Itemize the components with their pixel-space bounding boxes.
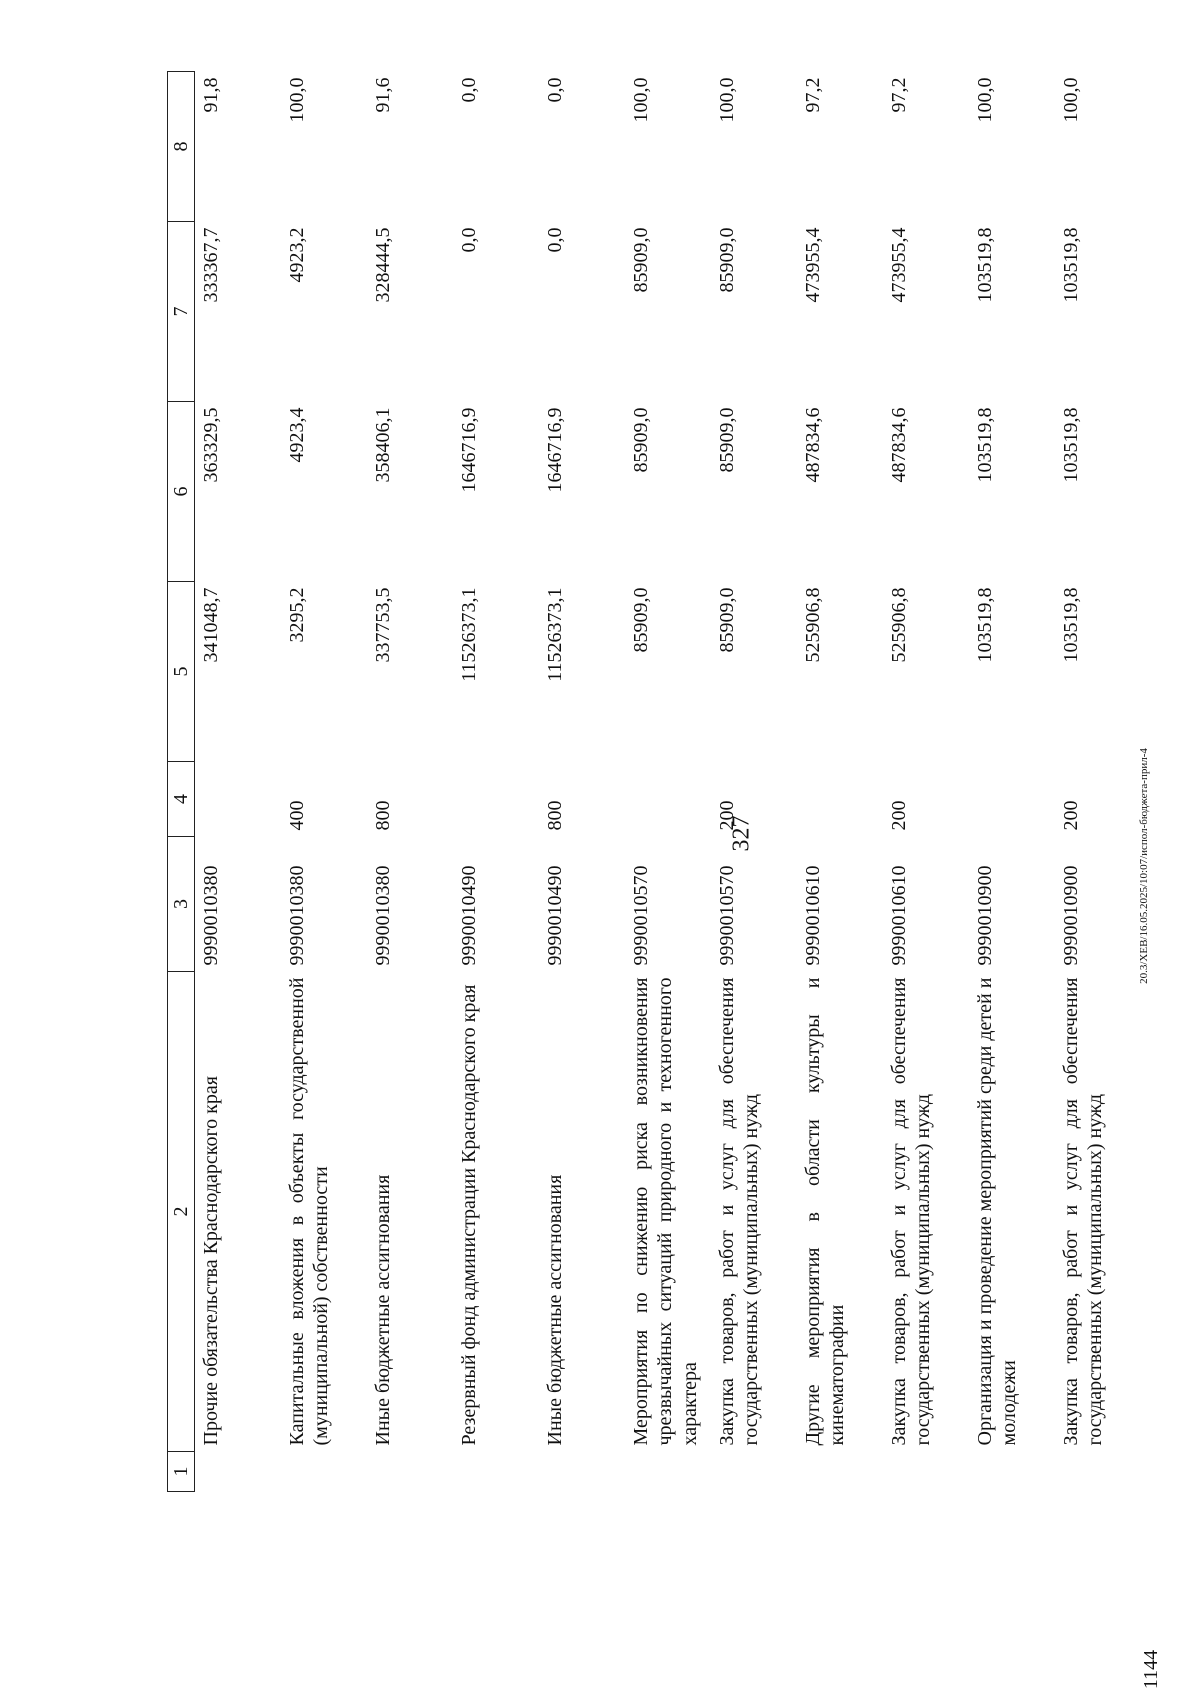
row-value-7: 328444,5 xyxy=(372,227,394,303)
budget-table-rotated xyxy=(167,72,1107,1492)
table-row xyxy=(1055,72,1141,1492)
page-number: 327 xyxy=(728,815,755,852)
row-value-7: 473955,4 xyxy=(888,227,910,303)
row-code: 9990010380 xyxy=(372,865,394,966)
row-cell-empty xyxy=(625,1452,711,1492)
row-kvr: 400 xyxy=(286,800,308,831)
row-kvr xyxy=(453,762,539,837)
row-value-8: 0,0 xyxy=(544,77,566,103)
row-value-8: 100,0 xyxy=(716,77,738,123)
row-value-6: 487834,6 xyxy=(888,407,910,483)
row-value-5: 11526373,1 xyxy=(544,587,566,682)
row-value-6: 363329,5 xyxy=(200,407,222,483)
row-kvr: 200 xyxy=(888,800,910,831)
header-cell: 5 xyxy=(168,582,195,762)
row-kvr xyxy=(969,762,1055,837)
row-value-5: 11526373,1 xyxy=(458,587,480,682)
row-value-7: 333367,7 xyxy=(200,227,222,303)
row-kvr xyxy=(797,762,883,837)
row-name: Закупка товаров, работ и услуг для обеспечения государственных (муниципальных) нужд xyxy=(716,977,763,1446)
row-value-6: 85909,0 xyxy=(630,407,652,473)
header-cell: 8 xyxy=(168,72,195,222)
row-value-7: 0,0 xyxy=(544,227,566,253)
row-value-7: 85909,0 xyxy=(716,227,738,293)
row-value-7: 85909,0 xyxy=(630,227,652,293)
row-kvr: 200 xyxy=(716,800,738,831)
row-value-8: 100,0 xyxy=(1060,77,1082,123)
row-code: 9990010380 xyxy=(200,865,222,966)
table-row xyxy=(195,72,282,1492)
row-value-5: 337753,5 xyxy=(372,587,394,663)
footer-note: 20.3/XEB/16.05.2025/10:07/испол-бюджета-прил-4 xyxy=(1138,748,1150,984)
row-value-5: 525906,8 xyxy=(802,587,824,663)
header-cell: 1 xyxy=(168,1452,195,1492)
row-cell-empty xyxy=(797,1452,883,1492)
row-value-8: 100,0 xyxy=(630,77,652,123)
row-name: Мероприятия по снижению риска возникновения чрезвычайных ситуаций природного и техногенного характера xyxy=(630,977,701,1446)
row-code: 9990010900 xyxy=(1060,865,1082,966)
header-cell: 7 xyxy=(168,222,195,402)
row-value-8: 91,6 xyxy=(372,77,394,113)
row-cell-empty xyxy=(711,1452,797,1492)
row-value-7: 103519,8 xyxy=(1060,227,1082,303)
row-value-6: 85909,0 xyxy=(716,407,738,473)
row-value-5: 341048,7 xyxy=(200,587,222,663)
table-row xyxy=(281,72,367,1492)
row-value-8: 100,0 xyxy=(974,77,996,123)
row-name: Иные бюджетные ассигнования xyxy=(372,1174,394,1446)
row-name: Резервный фонд администрации Краснодарского края xyxy=(458,984,480,1446)
row-code: 9990010570 xyxy=(716,865,738,966)
row-code: 9990010490 xyxy=(544,865,566,966)
row-cell-empty xyxy=(969,1452,1055,1492)
row-kvr xyxy=(195,762,282,837)
table-row xyxy=(969,72,1055,1492)
row-kvr: 800 xyxy=(544,800,566,831)
table-row xyxy=(367,72,453,1492)
row-value-5: 103519,8 xyxy=(974,587,996,663)
row-value-6: 103519,8 xyxy=(1060,407,1082,483)
row-value-8: 0,0 xyxy=(458,77,480,103)
sheet-number: 1144 xyxy=(1140,1649,1163,1690)
row-cell-empty xyxy=(195,1452,282,1492)
row-value-5: 3295,2 xyxy=(286,587,308,643)
row-value-5: 85909,0 xyxy=(630,587,652,653)
row-value-7: 473955,4 xyxy=(802,227,824,303)
row-value-7: 0,0 xyxy=(458,227,480,253)
budget-table xyxy=(167,71,1141,1492)
row-value-8: 97,2 xyxy=(888,77,910,113)
row-value-6: 4923,4 xyxy=(286,407,308,463)
header-cell: 6 xyxy=(168,402,195,582)
row-name: Закупка товаров, работ и услуг для обеспечения государственных (муниципальных) нужд xyxy=(888,977,935,1446)
row-value-6: 487834,6 xyxy=(802,407,824,483)
row-kvr: 200 xyxy=(1060,800,1082,831)
table-row xyxy=(539,72,625,1492)
header-cell: 2 xyxy=(168,972,195,1452)
row-value-8: 91,8 xyxy=(200,77,222,113)
table-row xyxy=(625,72,711,1492)
row-value-6: 1646716,9 xyxy=(544,407,566,493)
row-name: Другие мероприятия в области культуры и кинематографии xyxy=(802,977,849,1446)
row-name: Прочие обязательства Краснодарского края xyxy=(200,1076,222,1446)
row-kvr xyxy=(625,762,711,837)
row-code: 9990010610 xyxy=(888,865,910,966)
table-row xyxy=(797,72,883,1492)
row-cell-empty xyxy=(453,1452,539,1492)
row-code: 9990010380 xyxy=(286,865,308,966)
header-row xyxy=(168,72,195,1492)
row-cell-empty xyxy=(281,1452,367,1492)
row-code: 9990010610 xyxy=(802,865,824,966)
row-name: Закупка товаров, работ и услуг для обеспечения государственных (муниципальных) нужд xyxy=(1060,977,1107,1446)
row-value-6: 358406,1 xyxy=(372,407,394,483)
row-cell-empty xyxy=(367,1452,453,1492)
table-row xyxy=(453,72,539,1492)
row-value-5: 85909,0 xyxy=(716,587,738,653)
row-value-6: 1646716,9 xyxy=(458,407,480,493)
row-value-7: 4923,2 xyxy=(286,227,308,283)
row-name: Организация и проведение мероприятий среди детей и молодежи xyxy=(974,977,1021,1446)
row-cell-empty xyxy=(1055,1452,1141,1492)
row-cell-empty xyxy=(883,1452,969,1492)
row-value-5: 525906,8 xyxy=(888,587,910,663)
row-name: Иные бюджетные ассигнования xyxy=(544,1174,566,1446)
table-row xyxy=(883,72,969,1492)
row-code: 9990010570 xyxy=(630,865,652,966)
table-row xyxy=(711,72,797,1492)
row-code: 9990010900 xyxy=(974,865,996,966)
row-value-8: 97,2 xyxy=(802,77,824,113)
row-value-7: 103519,8 xyxy=(974,227,996,303)
header-cell: 3 xyxy=(168,837,195,972)
row-value-8: 100,0 xyxy=(286,77,308,123)
header-cell: 4 xyxy=(168,762,195,837)
row-cell-empty xyxy=(539,1452,625,1492)
row-code: 9990010490 xyxy=(458,865,480,966)
row-kvr: 800 xyxy=(372,800,394,831)
row-value-6: 103519,8 xyxy=(974,407,996,483)
row-value-5: 103519,8 xyxy=(1060,587,1082,663)
row-name: Капитальные вложения в объекты государственной (муниципальной) собственности xyxy=(286,977,333,1446)
